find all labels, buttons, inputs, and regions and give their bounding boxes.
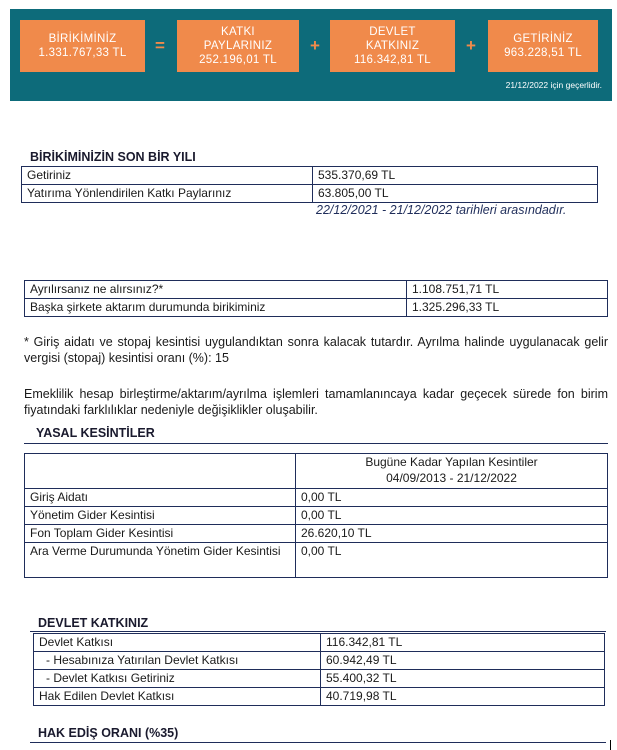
stopaj-note: * Giriş aidatı ve stopaj kesintisi uygulandıktan sonra kalacak tutardır. Ayrılma halinde uygulanacak gelir vergisi (stopaj) kesintisi oranı (%): 15 bbox=[24, 335, 608, 365]
katki-value: 252.196,01 TL bbox=[199, 54, 277, 66]
row-value: 55.400,32 TL bbox=[321, 670, 605, 688]
row-value: 116.342,81 TL bbox=[321, 634, 605, 652]
row-label: Fon Toplam Gider Kesintisi bbox=[25, 525, 296, 543]
birikim-label: BİRİKİMİNİZ bbox=[48, 33, 117, 45]
row-label: Giriş Aidatı bbox=[25, 489, 296, 507]
katki-label-2: PAYLARINIZ bbox=[203, 40, 273, 52]
devlet-title: DEVLET KATKINIZ bbox=[38, 616, 149, 630]
son-yil-period-note: 22/12/2021 - 21/12/2022 tarihleri arasındadır. bbox=[316, 203, 567, 217]
header-empty-cell bbox=[25, 454, 296, 489]
table-row bbox=[25, 507, 608, 525]
row-label: Getiriniz bbox=[22, 167, 313, 185]
header-line-1: Bugüne Kadar Yapılan Kesintiler bbox=[365, 455, 538, 469]
table-row bbox=[25, 525, 608, 543]
katki-label-1: KATKI bbox=[221, 26, 255, 38]
summary-banner bbox=[10, 9, 612, 101]
row-label: - Devlet Katkısı Getiriniz bbox=[34, 670, 321, 688]
devlet-label-2: KATKINIZ bbox=[365, 40, 420, 52]
header-cell bbox=[296, 454, 608, 489]
devlet-title-rule bbox=[30, 631, 606, 632]
header-line-2: 04/09/2013 - 21/12/2022 bbox=[386, 471, 517, 485]
row-value: 1.325.296,33 TL bbox=[407, 299, 608, 317]
row-label: Hak Edilen Devlet Katkısı bbox=[34, 688, 321, 706]
plus-sign-2: + bbox=[466, 36, 476, 55]
equals-sign: = bbox=[155, 36, 165, 55]
aktarim-note: Emeklilik hesap birleştirme/aktarım/ayrılma işlemleri tamamlanıncaya kadar geçecek sürede fon birim fiyatındaki farklılıklar nedeniyle değişiklikler oluşabilir. bbox=[24, 387, 608, 417]
row-label: Yönetim Gider Kesintisi bbox=[25, 507, 296, 525]
table-row bbox=[34, 652, 605, 670]
text-cursor bbox=[610, 740, 611, 750]
birikim-value: 1.331.767,33 TL bbox=[38, 47, 127, 59]
birikim-box bbox=[20, 20, 145, 72]
devlet-table bbox=[33, 633, 605, 706]
table-row bbox=[25, 281, 608, 299]
table-row bbox=[25, 299, 608, 317]
yasal-title: YASAL KESİNTİLER bbox=[36, 426, 155, 440]
row-value: 63.805,00 TL bbox=[313, 185, 598, 203]
table-row bbox=[34, 670, 605, 688]
row-label: Ara Verme Durumunda Yönetim Gider Kesintisi bbox=[25, 543, 296, 578]
table-row bbox=[25, 489, 608, 507]
devlet-box bbox=[330, 20, 455, 72]
getiri-value: 963.228,51 TL bbox=[504, 47, 582, 59]
table-header-row bbox=[25, 454, 608, 489]
row-label: Devlet Katkısı bbox=[34, 634, 321, 652]
hakedis-title: HAK EDİŞ ORANI (%35) bbox=[38, 726, 179, 740]
row-value: 40.719,98 TL bbox=[321, 688, 605, 706]
devlet-label-1: DEVLET bbox=[369, 26, 416, 38]
son-yil-title: BİRİKİMİNİZİN SON BİR YILI bbox=[30, 150, 196, 164]
devlet-value: 116.342,81 TL bbox=[353, 54, 431, 66]
row-value: 1.108.751,71 TL bbox=[407, 281, 608, 299]
row-value: 535.370,69 TL bbox=[313, 167, 598, 185]
row-label: Ayrılırsanız ne alırsınız?* bbox=[25, 281, 407, 299]
getiri-label: GETİRİNİZ bbox=[513, 33, 573, 45]
yasal-title-rule bbox=[24, 443, 608, 444]
yasal-table bbox=[24, 453, 608, 578]
row-label: Başka şirkete aktarım durumunda birikiminiz bbox=[25, 299, 407, 317]
ayrilma-table bbox=[24, 280, 608, 317]
row-value: 60.942,49 TL bbox=[321, 652, 605, 670]
row-label: Yatırıma Yönlendirilen Katkı Paylarınız bbox=[22, 185, 313, 203]
row-value: 0,00 TL bbox=[296, 543, 608, 578]
table-row bbox=[22, 167, 598, 185]
table-row bbox=[25, 543, 608, 578]
row-label: - Hesabınıza Yatırılan Devlet Katkısı bbox=[34, 652, 321, 670]
table-row bbox=[34, 688, 605, 706]
row-value: 0,00 TL bbox=[296, 489, 608, 507]
plus-sign-1: + bbox=[310, 36, 320, 55]
table-row bbox=[22, 185, 598, 203]
son-yil-table bbox=[21, 166, 598, 203]
katki-box bbox=[177, 20, 299, 72]
getiri-box bbox=[488, 20, 598, 72]
validity-note: 21/12/2022 için geçerlidir. bbox=[505, 80, 602, 90]
hakedis-title-rule bbox=[30, 742, 606, 743]
row-value: 26.620,10 TL bbox=[296, 525, 608, 543]
row-value: 0,00 TL bbox=[296, 507, 608, 525]
table-row bbox=[34, 634, 605, 652]
